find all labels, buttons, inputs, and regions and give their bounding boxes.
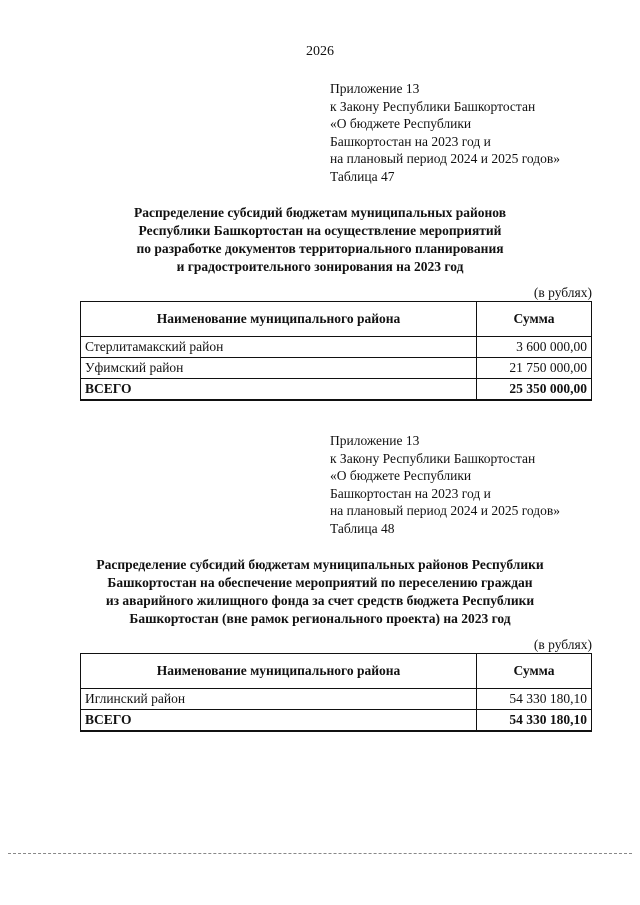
- table-row: [81, 689, 592, 710]
- appendix-line: Приложение 13: [330, 81, 420, 96]
- appendix-line: Башкортостан на 2023 год и: [330, 133, 491, 149]
- appendix-line: на плановый период 2024 и 2025 годов»: [330, 503, 561, 519]
- column-header-district: Наименование муниципального района: [81, 302, 477, 337]
- appendix-line: на плановый период 2024 и 2025 годов»: [330, 151, 561, 167]
- table-number: Таблица 47: [330, 168, 395, 184]
- district-cell: Иглинский район: [81, 689, 477, 710]
- sum-cell: 3 600 000,00: [477, 337, 592, 358]
- page-bottom-divider: [8, 853, 632, 854]
- appendix-line: Башкортостан на 2023 год и: [330, 485, 491, 501]
- appendix-line: Приложение 13: [330, 433, 420, 448]
- column-header-sum: Сумма: [477, 654, 592, 689]
- appendix-line: к Закону Республики Башкортостан: [330, 450, 536, 466]
- column-header-sum: Сумма: [477, 302, 592, 337]
- page-number: 2026: [306, 44, 334, 59]
- total-row: [81, 710, 592, 732]
- subsidy-table-2: [80, 653, 592, 732]
- sum-cell: 54 330 180,10: [477, 689, 592, 710]
- total-sum: 54 330 180,10: [477, 710, 592, 732]
- table-header-row: [81, 302, 592, 337]
- table-title-2: [40, 556, 600, 628]
- subsidy-table-1: [80, 301, 592, 401]
- table-number: Таблица 48: [330, 520, 395, 536]
- title-line: Распределение субсидий бюджетам муниципальных районов Республики: [96, 557, 544, 572]
- title-line: Башкортостан (вне рамок регионального проекта) на 2023 год: [129, 611, 511, 626]
- table-header-row: [81, 654, 592, 689]
- appendix-line: «О бюджете Республики: [330, 116, 472, 132]
- district-cell: Стерлитамакский район: [81, 337, 477, 358]
- units-label-2: (в рублях): [533, 637, 592, 652]
- title-line: из аварийного жилищного фонда за счет средств бюджета Республики: [105, 593, 535, 608]
- appendix-line: «О бюджете Республики: [330, 468, 472, 484]
- table-row: [81, 358, 592, 379]
- total-sum: 25 350 000,00: [477, 379, 592, 401]
- sum-cell: 21 750 000,00: [477, 358, 592, 379]
- column-header-district: Наименование муниципального района: [81, 654, 477, 689]
- total-label: ВСЕГО: [81, 710, 477, 732]
- title-line: по разработке документов территориального планирования: [136, 241, 504, 256]
- total-row: [81, 379, 592, 401]
- appendix-line: к Закону Республики Башкортостан: [330, 98, 536, 114]
- appendix-header-1: [330, 80, 560, 186]
- title-line: Республики Башкортостан на осуществление мероприятий: [138, 223, 502, 238]
- title-line: и градостроительного зонирования на 2023 год: [176, 259, 464, 274]
- title-line: Башкортостан на обеспечение мероприятий по переселению граждан: [107, 575, 533, 590]
- table-title-1: [40, 204, 600, 276]
- appendix-header-2: [330, 432, 560, 538]
- total-label: ВСЕГО: [81, 379, 477, 401]
- table-row: [81, 337, 592, 358]
- district-cell: Уфимский район: [81, 358, 477, 379]
- title-line: Распределение субсидий бюджетам муниципальных районов: [133, 205, 507, 220]
- units-label-1: (в рублях): [533, 285, 592, 300]
